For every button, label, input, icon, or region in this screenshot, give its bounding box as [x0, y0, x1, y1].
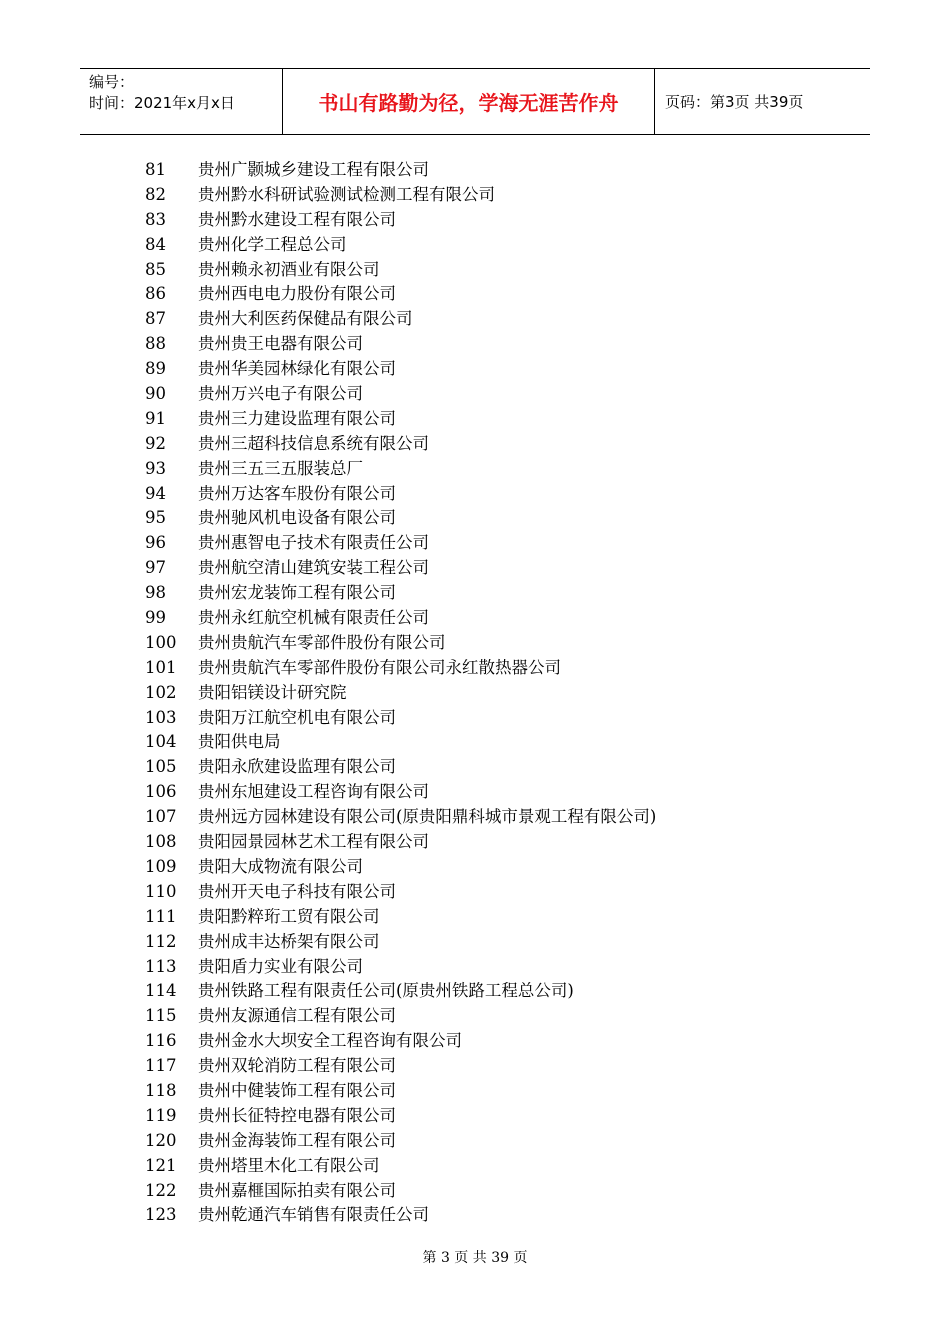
number-label: 编号： — [89, 73, 135, 91]
entry-company-name: 贵阳铝镁设计研究院 — [198, 682, 347, 702]
entry-number: 86 — [145, 284, 166, 304]
list-item — [145, 457, 656, 482]
entry-number: 90 — [145, 384, 166, 404]
entry-number: 89 — [145, 359, 166, 379]
list-item — [145, 1079, 656, 1104]
entry-company-name: 贵州成丰达桥架有限公司 — [198, 931, 380, 951]
entry-number: 96 — [145, 533, 166, 553]
list-item — [145, 531, 656, 556]
entry-number: 98 — [145, 583, 166, 603]
list-item — [145, 556, 656, 581]
list-item — [145, 606, 656, 631]
list-item — [145, 730, 656, 755]
entry-number: 113 — [145, 956, 177, 976]
entry-company-name: 贵州黔水建设工程有限公司 — [198, 209, 396, 229]
entry-number: 109 — [145, 856, 177, 876]
entry-company-name: 贵州中健装饰工程有限公司 — [198, 1080, 396, 1100]
entry-company-name: 贵阳大成物流有限公司 — [198, 856, 363, 876]
entry-company-name: 贵州广颢城乡建设工程有限公司 — [198, 160, 429, 179]
list-item — [145, 158, 656, 183]
list-item — [145, 1129, 656, 1154]
entry-company-name: 贵州西电电力股份有限公司 — [198, 284, 396, 304]
entry-company-name: 贵州长征特控电器有限公司 — [198, 1105, 396, 1125]
entry-company-name: 贵州宏龙装饰工程有限公司 — [198, 583, 396, 603]
entry-company-name: 贵州乾通汽车销售有限责任公司 — [198, 1205, 429, 1225]
header-motto: 书山有路勤为径，学海无涯苦作舟 — [283, 69, 655, 134]
list-item — [145, 258, 656, 283]
list-item — [145, 1029, 656, 1054]
entry-number: 106 — [145, 782, 177, 802]
list-item — [145, 282, 656, 307]
list-item — [145, 581, 656, 606]
list-item — [145, 930, 656, 955]
entry-company-name: 贵州大利医药保健品有限公司 — [198, 309, 413, 329]
entry-number: 82 — [145, 184, 166, 204]
entry-company-name: 贵州金海装饰工程有限公司 — [198, 1130, 396, 1150]
entry-company-name: 贵州嘉榧国际拍卖有限公司 — [198, 1180, 396, 1200]
entry-company-name: 贵州惠智电子技术有限责任公司 — [198, 533, 429, 553]
entry-company-name: 贵州贵航汽车零部件股份有限公司永红散热器公司 — [198, 657, 561, 677]
entry-number: 81 — [145, 160, 166, 179]
entry-number: 123 — [145, 1205, 177, 1225]
company-list — [145, 158, 656, 1228]
page-footer: 第 3 页 共 39 页 — [422, 1250, 528, 1266]
list-item — [145, 506, 656, 531]
entry-number: 117 — [145, 1056, 177, 1076]
list-item — [145, 955, 656, 980]
list-item — [145, 905, 656, 930]
entry-number: 108 — [145, 832, 177, 852]
entry-company-name: 贵州华美园林绿化有限公司 — [198, 359, 396, 379]
entry-number: 97 — [145, 558, 166, 578]
entry-number: 95 — [145, 508, 166, 528]
list-item — [145, 183, 656, 208]
list-item — [145, 979, 656, 1004]
entry-number: 114 — [145, 981, 177, 1001]
entry-company-name: 贵州万兴电子有限公司 — [198, 384, 363, 404]
entry-number: 119 — [145, 1105, 177, 1125]
list-item — [145, 482, 656, 507]
entry-company-name: 贵州三超科技信息系统有限公司 — [198, 433, 429, 453]
list-item — [145, 208, 656, 233]
entry-number: 104 — [145, 732, 177, 752]
entry-company-name: 贵州驰风机电设备有限公司 — [198, 508, 396, 528]
entry-company-name: 贵州三五三五服装总厂 — [198, 458, 363, 478]
entry-number: 120 — [145, 1130, 177, 1150]
entry-company-name: 贵州金水大坝安全工程咨询有限公司 — [198, 1031, 462, 1051]
entry-company-name: 贵阳盾力实业有限公司 — [198, 956, 363, 976]
entry-number: 94 — [145, 483, 166, 503]
entry-number: 103 — [145, 707, 177, 727]
entry-number: 92 — [145, 433, 166, 453]
entry-number: 88 — [145, 334, 166, 354]
list-item — [145, 805, 656, 830]
entry-number: 111 — [145, 906, 177, 926]
list-item — [145, 830, 656, 855]
entry-company-name: 贵州黔水科研试验测试检测工程有限公司 — [198, 184, 495, 204]
entry-company-name: 贵州永红航空机械有限责任公司 — [198, 608, 429, 628]
list-item — [145, 1054, 656, 1079]
entry-company-name: 贵州双轮消防工程有限公司 — [198, 1056, 396, 1076]
list-item — [145, 755, 656, 780]
page-header — [80, 68, 870, 135]
list-item — [145, 780, 656, 805]
entry-number: 122 — [145, 1180, 177, 1200]
entry-company-name: 贵州化学工程总公司 — [198, 234, 347, 254]
entry-company-name: 贵阳万江航空机电有限公司 — [198, 707, 396, 727]
list-item — [145, 1179, 656, 1204]
entry-number: 101 — [145, 657, 177, 677]
entry-company-name: 贵阳永欣建设监理有限公司 — [198, 757, 396, 777]
entry-company-name: 贵州东旭建设工程咨询有限公司 — [198, 782, 429, 802]
list-item — [145, 407, 656, 432]
entry-company-name: 贵州友源通信工程有限公司 — [198, 1006, 396, 1026]
entry-number: 85 — [145, 259, 166, 279]
entry-company-name: 贵州塔里木化工有限公司 — [198, 1155, 380, 1175]
entry-number: 93 — [145, 458, 166, 478]
entry-company-name: 贵州远方园林建设有限公司(原贵阳鼎科城市景观工程有限公司) — [198, 807, 657, 827]
entry-company-name: 贵州航空清山建筑安装工程公司 — [198, 558, 429, 578]
entry-company-name: 贵阳黔粹珩工贸有限公司 — [198, 906, 380, 926]
list-item — [145, 656, 656, 681]
entry-company-name: 贵州开天电子科技有限公司 — [198, 881, 396, 901]
list-item — [145, 1154, 656, 1179]
list-item — [145, 681, 656, 706]
list-item — [145, 706, 656, 731]
entry-number: 118 — [145, 1080, 177, 1100]
header-page-info: 页码：第3页 共39页 — [665, 93, 804, 111]
list-item — [145, 307, 656, 332]
list-item — [145, 382, 656, 407]
header-meta — [80, 69, 283, 134]
list-item — [145, 631, 656, 656]
entry-company-name: 贵阳供电局 — [198, 732, 281, 752]
list-item — [145, 880, 656, 905]
entry-number: 112 — [145, 931, 177, 951]
list-item — [145, 432, 656, 457]
entry-number: 99 — [145, 608, 166, 628]
entry-number: 116 — [145, 1031, 177, 1051]
entry-number: 83 — [145, 209, 166, 229]
entry-company-name: 贵阳园景园林艺术工程有限公司 — [198, 832, 429, 852]
list-item — [145, 855, 656, 880]
entry-company-name: 贵州三力建设监理有限公司 — [198, 408, 396, 428]
list-item — [145, 1004, 656, 1029]
list-item — [145, 1203, 656, 1228]
entry-number: 121 — [145, 1155, 177, 1175]
entry-number: 102 — [145, 682, 177, 702]
entry-number: 84 — [145, 234, 166, 254]
entry-number: 115 — [145, 1006, 177, 1026]
entry-number: 105 — [145, 757, 177, 777]
list-item — [145, 332, 656, 357]
entry-number: 100 — [145, 632, 177, 652]
entry-number: 107 — [145, 807, 177, 827]
entry-company-name: 贵州赖永初酒业有限公司 — [198, 259, 380, 279]
entry-number: 91 — [145, 408, 166, 428]
entry-company-name: 贵州万达客车股份有限公司 — [198, 483, 396, 503]
entry-company-name: 贵州铁路工程有限责任公司(原贵州铁路工程总公司) — [198, 981, 574, 1001]
entry-number: 110 — [145, 881, 177, 901]
list-item — [145, 357, 656, 382]
list-item — [145, 233, 656, 258]
entry-company-name: 贵州贵王电器有限公司 — [198, 334, 363, 354]
list-item — [145, 1104, 656, 1129]
entry-company-name: 贵州贵航汽车零部件股份有限公司 — [198, 632, 446, 652]
entry-number: 87 — [145, 309, 166, 329]
time-label: 时间：2021年x月x日 — [89, 94, 235, 112]
